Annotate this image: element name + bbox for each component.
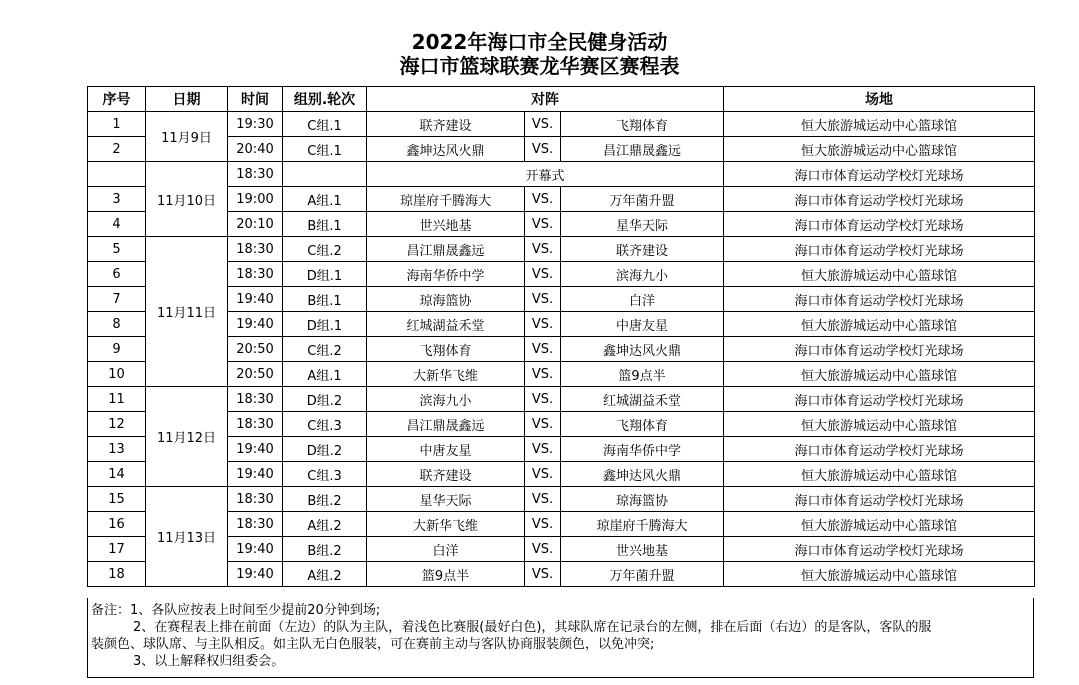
cell-home-team: 篮9点半 (367, 562, 525, 587)
cell-group: A组.1 (283, 187, 367, 212)
cell-no: 3 (88, 187, 146, 212)
cell-group: C组.2 (283, 337, 367, 362)
cell-vs: VS. (525, 462, 561, 487)
cell-venue: 海口市体育运动学校灯光球场 (724, 187, 1035, 212)
cell-no: 12 (88, 412, 146, 437)
table-row (88, 362, 1035, 387)
cell-away-team: 鑫坤达风火鼎 (561, 337, 724, 362)
table-row (88, 337, 1035, 362)
cell-time: 19:40 (228, 562, 283, 587)
note-line-4: 3、以上解释权归组委会。 (133, 654, 285, 669)
cell-no: 4 (88, 212, 146, 237)
cell-group: C组.3 (283, 462, 367, 487)
cell-vs: VS. (525, 537, 561, 562)
cell-home-team: 昌江鼎晟鑫远 (367, 237, 525, 262)
cell-time: 18:30 (228, 512, 283, 537)
cell-group: C组.3 (283, 412, 367, 437)
cell-venue: 海口市体育运动学校灯光球场 (724, 287, 1035, 312)
cell-no: 18 (88, 562, 146, 587)
cell-away-team: 琼海篮协 (561, 487, 724, 512)
cell-away-team: 万年菌升盟 (561, 562, 724, 587)
note-line-3: 装颜色、球队席、与主队相反。如主队无白色服装，可在赛前主动与客队协商服装颜色，以免冲突; (91, 637, 655, 652)
cell-venue: 海口市体育运动学校灯光球场 (724, 162, 1035, 187)
cell-time: 19:00 (228, 187, 283, 212)
cell-time: 19:30 (228, 112, 283, 137)
cell-time: 20:40 (228, 137, 283, 162)
cell-venue: 海口市体育运动学校灯光球场 (724, 387, 1035, 412)
cell-no: 15 (88, 487, 146, 512)
table-row (88, 262, 1035, 287)
cell-vs: VS. (525, 212, 561, 237)
header-venue: 场地 (724, 87, 1035, 112)
header-matchup: 对阵 (367, 87, 724, 112)
cell-group: D组.2 (283, 437, 367, 462)
cell-home-team: 昌江鼎晟鑫远 (367, 412, 525, 437)
table-row (88, 487, 1035, 512)
header-time: 时间 (228, 87, 283, 112)
cell-away-team: 联齐建设 (561, 237, 724, 262)
cell-no: 6 (88, 262, 146, 287)
cell-time: 20:50 (228, 362, 283, 387)
cell-venue: 恒大旅游城运动中心篮球馆 (724, 412, 1035, 437)
cell-away-team: 白洋 (561, 287, 724, 312)
cell-away-team: 万年菌升盟 (561, 187, 724, 212)
opening-row (88, 162, 1035, 187)
cell-vs: VS. (525, 437, 561, 462)
cell-time: 19:40 (228, 537, 283, 562)
page-title: 2022年海口市全民健身活动 (411, 30, 668, 54)
cell-time: 18:30 (228, 387, 283, 412)
cell-venue: 恒大旅游城运动中心篮球馆 (724, 137, 1035, 162)
cell-no: 2 (88, 137, 146, 162)
table-row (88, 137, 1035, 162)
cell-venue: 恒大旅游城运动中心篮球馆 (724, 262, 1035, 287)
cell-vs: VS. (525, 137, 561, 162)
note-line-1: 备注：1、各队应按表上时间至少提前20分钟到场; (91, 603, 381, 618)
cell-away-team: 星华天际 (561, 212, 724, 237)
cell-vs: VS. (525, 362, 561, 387)
cell-no (88, 162, 146, 187)
cell-venue: 恒大旅游城运动中心篮球馆 (724, 112, 1035, 137)
cell-no: 14 (88, 462, 146, 487)
cell-group: B组.2 (283, 537, 367, 562)
table-row (88, 187, 1035, 212)
table-row (88, 287, 1035, 312)
page-subtitle: 海口市篮球联赛龙华赛区赛程表 (399, 54, 680, 78)
cell-away-team: 飞翔体育 (561, 412, 724, 437)
cell-vs: VS. (525, 187, 561, 212)
cell-group: A组.2 (283, 512, 367, 537)
cell-away-team: 琼崖府千腾海大 (561, 512, 724, 537)
cell-venue: 海口市体育运动学校灯光球场 (724, 212, 1035, 237)
cell-home-team: 大新华飞维 (367, 512, 525, 537)
cell-no: 5 (88, 237, 146, 262)
cell-home-team: 红城湖益禾堂 (367, 312, 525, 337)
cell-time: 18:30 (228, 162, 283, 187)
cell-away-team: 中唐友星 (561, 312, 724, 337)
cell-no: 7 (88, 287, 146, 312)
cell-venue: 恒大旅游城运动中心篮球馆 (724, 362, 1035, 387)
cell-date: 11月10日 (146, 162, 228, 237)
cell-vs: VS. (525, 312, 561, 337)
table-row (88, 537, 1035, 562)
cell-vs: VS. (525, 287, 561, 312)
cell-vs: VS. (525, 412, 561, 437)
table-row (88, 512, 1035, 537)
cell-date: 11月13日 (146, 487, 228, 587)
cell-away-team: 滨海九小 (561, 262, 724, 287)
table-row (88, 312, 1035, 337)
table-row (88, 412, 1035, 437)
cell-away-team: 昌江鼎晟鑫远 (561, 137, 724, 162)
cell-group: D组.1 (283, 262, 367, 287)
header-date: 日期 (146, 87, 228, 112)
cell-vs: VS. (525, 487, 561, 512)
note-line-2: 2、在赛程表上排在前面（左边）的队为主队，着浅色比赛服(最好白色)，其球队席在记录台的左侧，排在后面（右边）的是客队，客队的服 (133, 620, 932, 635)
cell-date: 11月9日 (146, 112, 228, 162)
cell-time: 19:40 (228, 462, 283, 487)
table-row (88, 212, 1035, 237)
cell-home-team: 琼海篮协 (367, 287, 525, 312)
cell-home-team: 星华天际 (367, 487, 525, 512)
cell-time: 18:30 (228, 262, 283, 287)
cell-vs: VS. (525, 387, 561, 412)
cell-no: 1 (88, 112, 146, 137)
header-no: 序号 (88, 87, 146, 112)
cell-home-team: 琼崖府千腾海大 (367, 187, 525, 212)
cell-home-team: 海南华侨中学 (367, 262, 525, 287)
cell-time: 20:10 (228, 212, 283, 237)
cell-no: 16 (88, 512, 146, 537)
cell-venue: 海口市体育运动学校灯光球场 (724, 487, 1035, 512)
cell-away-team: 篮9点半 (561, 362, 724, 387)
table-row (88, 437, 1035, 462)
cell-group: B组.2 (283, 487, 367, 512)
cell-away-team: 世兴地基 (561, 537, 724, 562)
cell-home-team: 鑫坤达风火鼎 (367, 137, 525, 162)
cell-time: 20:50 (228, 337, 283, 362)
cell-home-team: 滨海九小 (367, 387, 525, 412)
cell-away-team: 红城湖益禾堂 (561, 387, 724, 412)
cell-home-team: 联齐建设 (367, 112, 525, 137)
notes-box (87, 598, 1034, 678)
cell-venue: 海口市体育运动学校灯光球场 (724, 237, 1035, 262)
table-row (88, 462, 1035, 487)
cell-vs: VS. (525, 562, 561, 587)
schedule-table (87, 86, 1035, 587)
cell-venue: 恒大旅游城运动中心篮球馆 (724, 312, 1035, 337)
cell-no: 11 (88, 387, 146, 412)
cell-date: 11月11日 (146, 237, 228, 387)
cell-group: B组.1 (283, 287, 367, 312)
cell-time: 18:30 (228, 487, 283, 512)
cell-home-team: 联齐建设 (367, 462, 525, 487)
cell-home-team: 白洋 (367, 537, 525, 562)
cell-away-team: 鑫坤达风火鼎 (561, 462, 724, 487)
header-row (88, 87, 1035, 112)
table-row (88, 562, 1035, 587)
header-group: 组别.轮次 (283, 87, 367, 112)
cell-no: 8 (88, 312, 146, 337)
cell-venue: 海口市体育运动学校灯光球场 (724, 437, 1035, 462)
cell-vs: VS. (525, 262, 561, 287)
cell-no: 9 (88, 337, 146, 362)
cell-time: 19:40 (228, 437, 283, 462)
cell-group: C组.1 (283, 112, 367, 137)
cell-group: D组.1 (283, 312, 367, 337)
cell-home-team: 世兴地基 (367, 212, 525, 237)
cell-group: D组.2 (283, 387, 367, 412)
cell-time: 19:40 (228, 287, 283, 312)
cell-vs: VS. (525, 112, 561, 137)
table-row (88, 112, 1035, 137)
cell-home-team: 中唐友星 (367, 437, 525, 462)
cell-no: 13 (88, 437, 146, 462)
cell-venue: 恒大旅游城运动中心篮球馆 (724, 512, 1035, 537)
cell-vs: VS. (525, 512, 561, 537)
cell-group: B组.1 (283, 212, 367, 237)
table-row (88, 237, 1035, 262)
cell-venue: 海口市体育运动学校灯光球场 (724, 337, 1035, 362)
cell-no: 10 (88, 362, 146, 387)
cell-group (283, 162, 367, 187)
cell-time: 18:30 (228, 412, 283, 437)
cell-vs: VS. (525, 237, 561, 262)
cell-home-team: 大新华飞维 (367, 362, 525, 387)
cell-vs: VS. (525, 337, 561, 362)
cell-group: A组.2 (283, 562, 367, 587)
cell-opening: 开幕式 (367, 162, 724, 187)
cell-no: 17 (88, 537, 146, 562)
cell-time: 18:30 (228, 237, 283, 262)
cell-group: C组.1 (283, 137, 367, 162)
cell-venue: 海口市体育运动学校灯光球场 (724, 537, 1035, 562)
cell-away-team: 飞翔体育 (561, 112, 724, 137)
cell-away-team: 海南华侨中学 (561, 437, 724, 462)
cell-time: 19:40 (228, 312, 283, 337)
cell-venue: 恒大旅游城运动中心篮球馆 (724, 562, 1035, 587)
cell-group: A组.1 (283, 362, 367, 387)
cell-date: 11月12日 (146, 387, 228, 487)
cell-group: C组.2 (283, 237, 367, 262)
table-row (88, 387, 1035, 412)
cell-home-team: 飞翔体育 (367, 337, 525, 362)
cell-venue: 恒大旅游城运动中心篮球馆 (724, 462, 1035, 487)
